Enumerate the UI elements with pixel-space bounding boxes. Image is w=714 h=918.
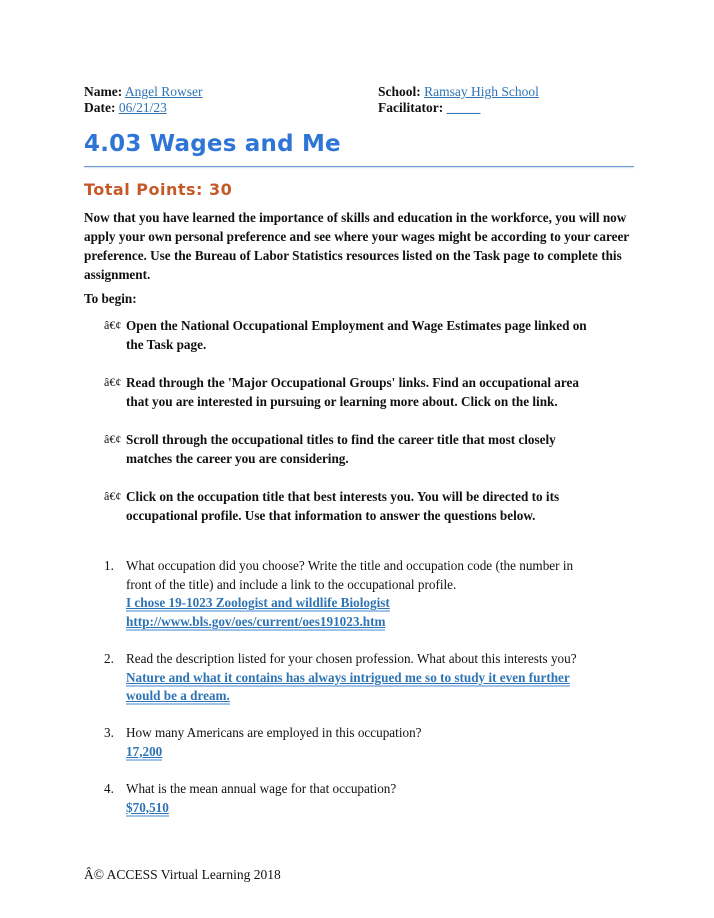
- facilitator-label: Facilitator:: [378, 100, 444, 115]
- question-text: What is the mean annual wage for that occupation?: [126, 781, 397, 796]
- question-number: 2.: [104, 651, 114, 666]
- instruction-bullet: [104, 373, 624, 411]
- school-label: School:: [378, 84, 421, 99]
- instruction-bullet: [104, 430, 624, 468]
- question-item: [104, 724, 614, 761]
- date-value[interactable]: 06/21/23: [118, 100, 167, 115]
- question-number: 3.: [104, 725, 114, 740]
- bullet-marker: â€¢: [104, 375, 122, 389]
- bullet-line: the Task page.: [126, 337, 207, 352]
- question-item: [104, 650, 614, 706]
- bullet-line: Click on the occupation title that best interests you. You will be directed to its: [126, 489, 560, 504]
- name-label: Name:: [84, 84, 123, 99]
- bullet-line: Scroll through the occupational titles to find the career title that most closely: [126, 432, 556, 447]
- bullet-line: matches the career you are considering.: [126, 451, 349, 466]
- bullet-marker: â€¢: [104, 489, 122, 503]
- footer-copyright: Â© ACCESS Virtual Learning 2018: [84, 867, 281, 882]
- answer-text: 17,200: [126, 743, 163, 759]
- name-value[interactable]: Angel Rowser: [124, 84, 203, 99]
- total-points: Total Points: 30: [84, 180, 233, 199]
- question-text: How many Americans are employed in this occupation?: [126, 725, 422, 740]
- bullet-line: that you are interested in pursuing or learning more about. Click on the link.: [126, 394, 558, 409]
- header-left: [84, 84, 203, 116]
- question-text: Read the description listed for your chosen profession. What about this interests you?: [126, 651, 577, 666]
- date-label: Date:: [84, 100, 116, 115]
- school-row: [378, 84, 539, 100]
- instruction-bullet: [104, 316, 624, 354]
- answer-text: $70,510: [126, 799, 169, 815]
- question-item: [104, 557, 614, 631]
- answer-text: I chose 19-1023 Zoologist and wildlife Biologist: [126, 595, 390, 610]
- date-row: [84, 100, 203, 116]
- answer-text: would be a dream.: [126, 688, 230, 703]
- bullet-line: Read through the 'Major Occupational Groups' links. Find an occupational area: [126, 375, 579, 390]
- question-item: [104, 780, 614, 817]
- header-right: [378, 84, 539, 116]
- bullet-marker: â€¢: [104, 318, 122, 332]
- question-number: 4.: [104, 781, 114, 796]
- page-title: 4.03 Wages and Me: [84, 131, 341, 157]
- instruction-bullet: [104, 487, 624, 525]
- answer-text: Nature and what it contains has always intrigued me so to study it even further: [126, 669, 570, 685]
- question-text: front of the title) and include a link to the occupational profile.: [126, 576, 457, 592]
- question-text: What occupation did you choose? Write the title and occupation code (the number in: [126, 558, 574, 573]
- facilitator-value[interactable]: _____: [446, 100, 481, 115]
- school-value[interactable]: Ramsay High School: [424, 84, 539, 99]
- name-row: [84, 84, 203, 100]
- bullet-line: occupational profile. Use that information to answer the questions below.: [126, 508, 536, 523]
- facilitator-row: [378, 100, 539, 116]
- begin-label: To begin:: [84, 291, 137, 306]
- answer-link[interactable]: http://www.bls.gov/oes/current/oes191023.htm: [126, 613, 386, 629]
- intro-paragraph: Now that you have learned the importance of skills and education in the workforce, you will now apply your own personal preference and see where your wages might be according to your career preference. Use the Bureau of Labor Statistics resources listed on the Task page to complete this assignment.: [84, 210, 629, 282]
- bullet-line: Open the National Occupational Employment and Wage Estimates page linked on: [126, 318, 587, 333]
- question-number: 1.: [104, 558, 114, 573]
- bullet-marker: â€¢: [104, 432, 122, 446]
- title-divider: [84, 166, 634, 167]
